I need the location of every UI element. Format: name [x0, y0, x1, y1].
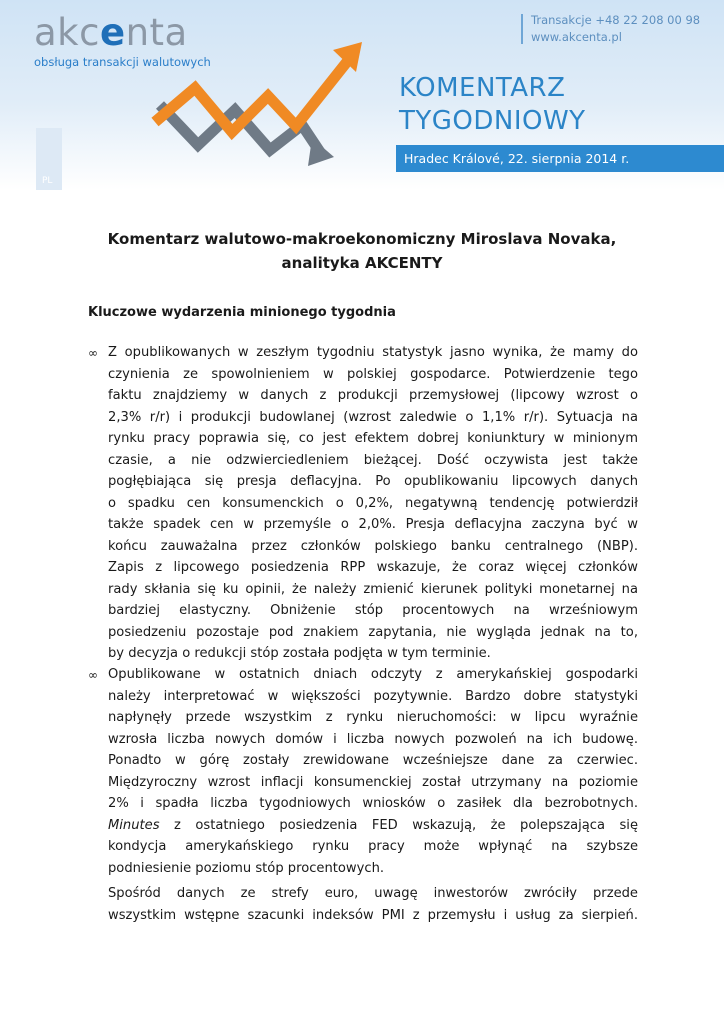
contact-divider	[521, 14, 523, 44]
document-header	[0, 0, 724, 190]
document-heading-line-2: analityka AKCENTY	[281, 254, 443, 272]
paragraph-3: Spośród danych ze strefy euro, uwagę inwestorów zwróciły przede wszystkim wstępne szacunki indeksów PMI z przemysłu i usług za sierpień.	[108, 886, 638, 923]
bullet-infinity-icon: ∞	[88, 346, 98, 360]
akcenta-logo: akcenta	[34, 11, 188, 54]
trend-arrow-icon	[150, 30, 380, 170]
section-title: Kluczowe wydarzenia minionego tygodnia	[88, 305, 396, 320]
contact-website: www.akcenta.pl	[531, 30, 622, 44]
language-tab	[36, 128, 62, 190]
language-label: PL	[42, 176, 53, 186]
bullet-paragraph-2: Opublikowane w ostatnich dniach odczyty z amerykańskiej gospodarki należy interpretować w większości pozytywnie. Bardzo dobre statystyki napłynęły przede wszystkim z rynku nieruchomości: w lipcu wyraźnie wzrosła liczba nowych domów i liczba nowych pozwoleń na ich budowę. Ponadto w górę zostały zrewidowane wcześniejsze dane za czerwiec. Międzyroczny wzrost inflacji konsumenckiej został utrzymany na poziomie 2% i spadła liczba tygodniowych wniosków o zasiłek dla bezrobotnych. Minutes z ostatniego posiedzenia FED wskazują, że polepszająca się kondycja amerykańskiego rynku pracy może wpłynąć na szybsze podniesienie poziomu stóp procentowych.	[108, 667, 638, 876]
date-text: Hradec Králové, 22. sierpnia 2014 r.	[404, 151, 630, 166]
bullet-paragraph-1: Z opublikowanych w zeszłym tygodniu statystyk jasno wynika, że mamy do czynienia ze spowolnieniem w polskiej gospodarce. Potwierdzenie tego faktu znajdziemy w danych z produkcji przemysłowej (lipcowy wzrost o 2,3% r/r) i produkcji budowlanej (wzrost zaledwie o 1,1% r/r). Sytuacja na rynku pracy poprawia się, co jest efektem dobrej koniunktury w minionym czasie, a nie odzwierciedleniem bieżącej. Dość oczywista jest także pogłębiająca się presja deflacyjna. Po opublikowaniu lipcowych danych o spadku cen konsumenckich o 0,2%, negatywną tendencję potwierdził także spadek cen w przemyśle o 2,0%. Presja deflacyjna zaczyna być w końcu zauważalna przez członków polskiego banku centralnego (NBP). Zapis z lipcowego posiedzenia RPP wskazuje, że coraz więcej członków rady skłania się ku opinii, że należy zmienić kierunek polityki monetarnej na bardziej elastyczny. Obniżenie stóp procentowych na wrześniowym posiedzeniu pozostaje pod znakiem zapytania, nie wygląda jednak na to, by decyzja o redukcji stóp została podjęta w tym terminie.	[108, 345, 638, 661]
minutes-italic: Minutes	[108, 817, 160, 833]
bullet-infinity-icon: ∞	[88, 668, 98, 682]
title-line-1: KOMENTARZ	[399, 73, 566, 103]
contact-phone: Transakcje +48 22 208 00 98	[531, 13, 701, 27]
title-line-2: TYGODNIOWY	[399, 106, 586, 136]
date-band	[396, 145, 724, 172]
document-heading-line-1: Komentarz walutowo-makroekonomiczny Miroslava Novaka,	[107, 230, 617, 248]
logo-tagline: obsługa transakcji walutowych	[34, 55, 211, 69]
